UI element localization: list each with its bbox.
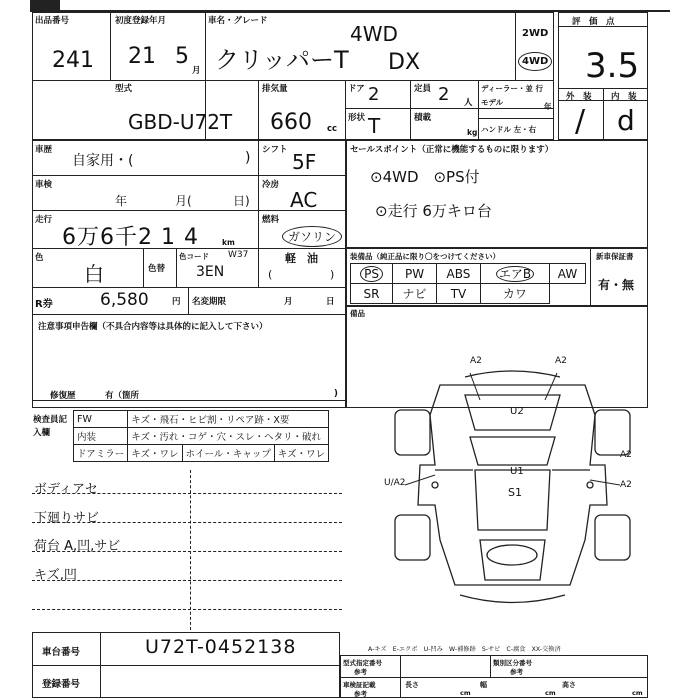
mark-a2-right: A2	[620, 480, 632, 490]
door-label: ドア	[348, 84, 365, 94]
category-close: )	[245, 150, 251, 166]
notes-label: 注意事項申告欄（不具合内容等は具体的に記入して下さい）	[38, 322, 268, 332]
insp-fw-detail: キズ・飛石・ヒビ割・リペア跡・X要	[128, 411, 329, 428]
reg-month: 月	[284, 297, 293, 307]
model-label: 車名・グレード	[208, 16, 268, 26]
equip-ps: PS	[351, 264, 393, 284]
seat-unit: 人	[464, 98, 473, 108]
inspector-table	[73, 410, 329, 462]
length-unit: cm	[460, 689, 471, 697]
equipment-label: 装備品（純正品に限り〇をつけてください）	[350, 252, 500, 261]
width-label: 幅	[480, 681, 487, 689]
mark-u2: U2	[510, 406, 524, 417]
equip-navi: ナビ	[393, 284, 437, 304]
category-label: 車歴	[35, 145, 53, 155]
class-num-ref: 参考	[510, 668, 523, 676]
color-code-label: 色コード	[179, 252, 209, 261]
note-3: 荷台 A,凹,サビ	[34, 539, 121, 554]
type-label: 型式	[115, 84, 133, 94]
sales-line-2: ⊙走行 6万キロ台	[375, 202, 492, 220]
recycle-label: R券	[35, 299, 53, 310]
insp-mirror-detail: キズ・ワレ	[128, 445, 182, 462]
km-unit: km	[222, 238, 235, 247]
sales-line-1: ⊙4WD ⊙PS付	[370, 168, 480, 186]
new-warranty-label: 新車保証書	[596, 252, 634, 261]
shift-label: シフト	[262, 145, 288, 155]
exterior-score: /	[575, 104, 586, 139]
mark-a2-front-right: A2	[555, 356, 567, 366]
year-unit: 年	[544, 102, 552, 111]
reg-period-label: 名変期限	[192, 297, 227, 307]
inspection-month: 月(	[175, 194, 192, 208]
grade-4wd: 4WD	[350, 22, 398, 46]
score-value: 3.5	[585, 46, 640, 86]
color-value: 白	[84, 262, 104, 286]
equip-airbag: エアB	[480, 264, 549, 284]
equip-leather: カワ	[480, 284, 549, 304]
note-2: 下廻りサビ	[34, 511, 100, 526]
dims-ref: 参考	[354, 690, 367, 698]
exterior-label: 外 装	[566, 92, 592, 102]
inspection-year: 年	[115, 194, 128, 208]
equip-tv: TV	[437, 284, 481, 304]
detail-box	[32, 140, 346, 408]
damage-legend: A-キズ E-エクボ U-凹み W-補修跡 S-サビ C-腐食 XX-交換済	[368, 646, 561, 653]
color-label: 色	[35, 253, 44, 263]
sales-label: セールスポイント（正常に機能するものに限ります）	[350, 145, 554, 155]
equipment-table	[350, 263, 586, 304]
mark-u1: U1	[510, 466, 524, 477]
reg-number-label: 登録番号	[42, 679, 81, 690]
dealer-label: ディーラー・並 行	[481, 84, 544, 93]
length-label: 長さ	[405, 681, 419, 689]
model-spec-ref: 参考	[354, 668, 367, 676]
category-value: 自家用・(	[72, 153, 134, 169]
first-reg-month: 5	[175, 44, 189, 69]
mileage-label: 走行	[35, 215, 53, 225]
mark-a2-front-left: A2	[470, 356, 482, 366]
insp-wheel-detail: キズ・ワレ	[274, 445, 328, 462]
seat-value: 2	[438, 84, 450, 105]
fuel-alt: 軽 油	[285, 252, 318, 265]
interior-label: 内 装	[611, 92, 637, 102]
equip-pw: PW	[393, 264, 437, 284]
month-unit: 月	[192, 66, 201, 76]
width-unit: cm	[545, 689, 556, 697]
drive-4wd-circled: 4WD	[518, 52, 552, 71]
warranty-value: 有・無	[598, 278, 635, 292]
ac-label: 冷房	[262, 180, 280, 190]
cc-unit: cc	[327, 124, 338, 134]
insp-mirror: ドアミラー	[74, 445, 128, 462]
color-change-label: 色替	[148, 264, 166, 274]
cc-value: 660	[270, 110, 312, 135]
load-unit: kg	[467, 128, 478, 137]
note-1: ボディアセ	[34, 482, 98, 497]
model-year-label: モデル	[481, 98, 504, 107]
ac-value: AC	[290, 188, 318, 212]
first-reg-label: 初度登録年月	[115, 16, 167, 26]
chassis-number: U72T-0452138	[145, 636, 297, 658]
drive-2wd: 2WD	[522, 28, 549, 39]
mark-ua2-left: U/A2	[384, 478, 406, 488]
chassis-label: 車台番号	[42, 647, 81, 658]
interior-score: d	[617, 104, 635, 137]
sales-point-box	[346, 140, 648, 248]
lot-number: 241	[52, 48, 94, 73]
first-reg-year: 21	[128, 44, 156, 69]
inspection-label: 車検	[35, 180, 53, 190]
shift-value: 5F	[292, 150, 317, 174]
mileage-value: 6万6千2 1 4	[62, 225, 199, 250]
equip-abs: ABS	[437, 264, 481, 284]
repair-label: 修復歴	[50, 391, 76, 401]
model-spec-label: 型式指定番号	[343, 659, 382, 667]
handle-label: ハンドル 左・右	[481, 125, 537, 134]
repair-value: 有（箇所	[105, 391, 140, 401]
fuel-label: 燃料	[262, 215, 280, 225]
type-value: GBD-U72T	[128, 110, 233, 134]
color-code-value: 3EN	[196, 264, 225, 280]
height-unit: cm	[632, 689, 643, 697]
yen-unit: 円	[172, 297, 181, 307]
shape-value: T	[368, 114, 381, 138]
recycle-value: 6,580	[100, 290, 149, 310]
insp-interior: 内装	[74, 428, 128, 445]
class-num-label: 類別区分番号	[493, 659, 532, 667]
color-code-sub: W37	[228, 250, 249, 260]
dims-label: 車検証記載	[343, 681, 376, 689]
lot-label: 出品番号	[35, 16, 70, 26]
mark-a2-right-upper: A2	[620, 450, 632, 460]
cc-label: 排気量	[262, 84, 288, 94]
seat-label: 定員	[414, 84, 432, 94]
note-4: キズ,凹	[34, 568, 77, 583]
inspector-label: 検査員記入欄	[33, 415, 68, 438]
mark-s1: S1	[508, 486, 522, 499]
load-label: 積載	[414, 113, 432, 123]
door-value: 2	[368, 84, 380, 105]
equip-aw: AW	[549, 264, 585, 284]
inspection-day: 日)	[233, 194, 250, 208]
equip-sr: SR	[351, 284, 393, 304]
fuel-value-circled: ガソリン	[282, 226, 342, 247]
insp-fw: FW	[74, 411, 128, 428]
shape-label: 形状	[348, 113, 366, 123]
reg-day: 日	[326, 297, 335, 307]
insp-interior-detail: キズ・汚れ・コゲ・穴・スレ・ヘタリ・破れ	[128, 428, 329, 445]
top-strip	[30, 0, 670, 12]
top-mark	[30, 0, 60, 10]
remarks-label: 備品	[350, 309, 365, 318]
repair-close: )	[334, 389, 338, 399]
model-name: クリッパーT	[215, 46, 349, 74]
grade-value: DX	[388, 50, 421, 75]
insp-wheel: ホイール・キャップ	[182, 445, 274, 462]
height-label: 高さ	[562, 681, 576, 689]
score-label: 評 価 点	[572, 17, 615, 27]
car-damage-diagram	[375, 355, 650, 615]
